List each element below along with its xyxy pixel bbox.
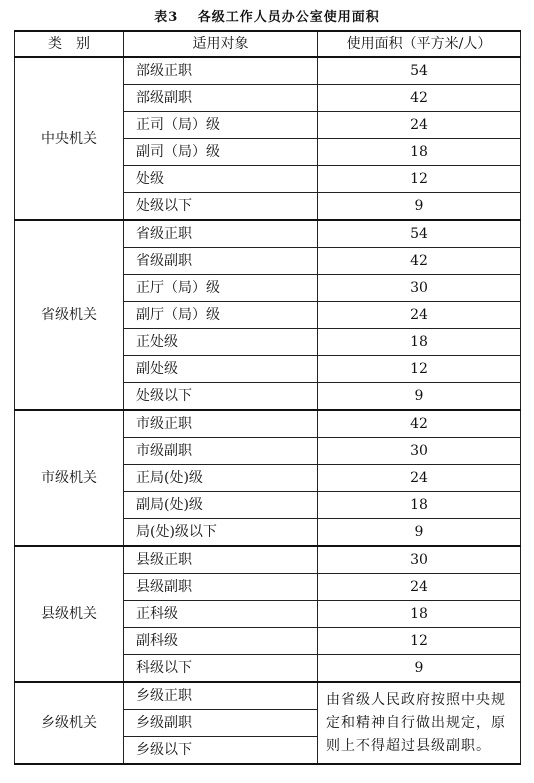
target-cell: 处级以下 [124, 193, 318, 221]
table-row [15, 220, 521, 248]
area-cell: 9 [318, 655, 521, 683]
target-cell: 副处级 [124, 356, 318, 383]
target-cell: 正司（局）级 [124, 112, 318, 139]
area-cell: 54 [318, 57, 521, 85]
category-cell: 省级机关 [15, 220, 124, 410]
area-cell: 24 [318, 302, 521, 329]
table-row [15, 410, 521, 438]
header-row [15, 31, 521, 57]
area-cell: 42 [318, 85, 521, 112]
area-cell: 30 [318, 438, 521, 465]
table-caption [0, 6, 534, 25]
target-cell: 正局(处)级 [124, 465, 318, 492]
area-cell: 9 [318, 519, 521, 547]
target-cell: 乡级正职 [124, 682, 318, 710]
target-cell: 正处级 [124, 329, 318, 356]
area-cell: 30 [318, 275, 521, 302]
area-cell: 12 [318, 356, 521, 383]
target-cell: 副厅（局）级 [124, 302, 318, 329]
target-cell: 省级副职 [124, 248, 318, 275]
area-cell: 18 [318, 139, 521, 166]
target-cell: 县级副职 [124, 574, 318, 601]
header-area: 使用面积（平方米/人） [318, 31, 521, 57]
area-cell: 12 [318, 628, 521, 655]
area-cell: 24 [318, 465, 521, 492]
header-target: 适用对象 [124, 31, 318, 57]
category-cell: 中央机关 [15, 57, 124, 220]
area-cell: 42 [318, 410, 521, 438]
table-body [15, 57, 521, 764]
target-cell: 省级正职 [124, 220, 318, 248]
area-cell: 24 [318, 574, 521, 601]
target-cell: 副司（局）级 [124, 139, 318, 166]
area-cell: 30 [318, 546, 521, 574]
area-cell: 18 [318, 492, 521, 519]
area-cell: 9 [318, 193, 521, 221]
area-cell: 42 [318, 248, 521, 275]
area-cell: 24 [318, 112, 521, 139]
office-area-table [14, 30, 521, 765]
area-cell: 18 [318, 329, 521, 356]
target-cell: 科级以下 [124, 655, 318, 683]
table-row [15, 682, 521, 710]
area-cell: 54 [318, 220, 521, 248]
header-category: 类 别 [15, 31, 124, 57]
table-number: 表3 [154, 10, 179, 25]
table-row [15, 546, 521, 574]
category-cell: 县级机关 [15, 546, 124, 682]
area-cell: 12 [318, 166, 521, 193]
area-cell: 9 [318, 383, 521, 411]
target-cell: 县级正职 [124, 546, 318, 574]
area-cell: 18 [318, 601, 521, 628]
target-cell: 副局(处)级 [124, 492, 318, 519]
target-cell: 乡级以下 [124, 737, 318, 765]
target-cell: 处级 [124, 166, 318, 193]
target-cell: 市级正职 [124, 410, 318, 438]
category-cell: 市级机关 [15, 410, 124, 546]
table-title: 各级工作人员办公室使用面积 [197, 10, 380, 25]
target-cell: 乡级副职 [124, 710, 318, 737]
note-cell: 由省级人民政府按照中央规定和精神自行做出规定，原则上不得超过县级副职。 [318, 682, 521, 764]
category-cell: 乡级机关 [15, 682, 124, 764]
target-cell: 局(处)级以下 [124, 519, 318, 547]
target-cell: 处级以下 [124, 383, 318, 411]
target-cell: 部级副职 [124, 85, 318, 112]
target-cell: 正厅（局）级 [124, 275, 318, 302]
target-cell: 市级副职 [124, 438, 318, 465]
table-row [15, 57, 521, 85]
target-cell: 副科级 [124, 628, 318, 655]
target-cell: 部级正职 [124, 57, 318, 85]
target-cell: 正科级 [124, 601, 318, 628]
